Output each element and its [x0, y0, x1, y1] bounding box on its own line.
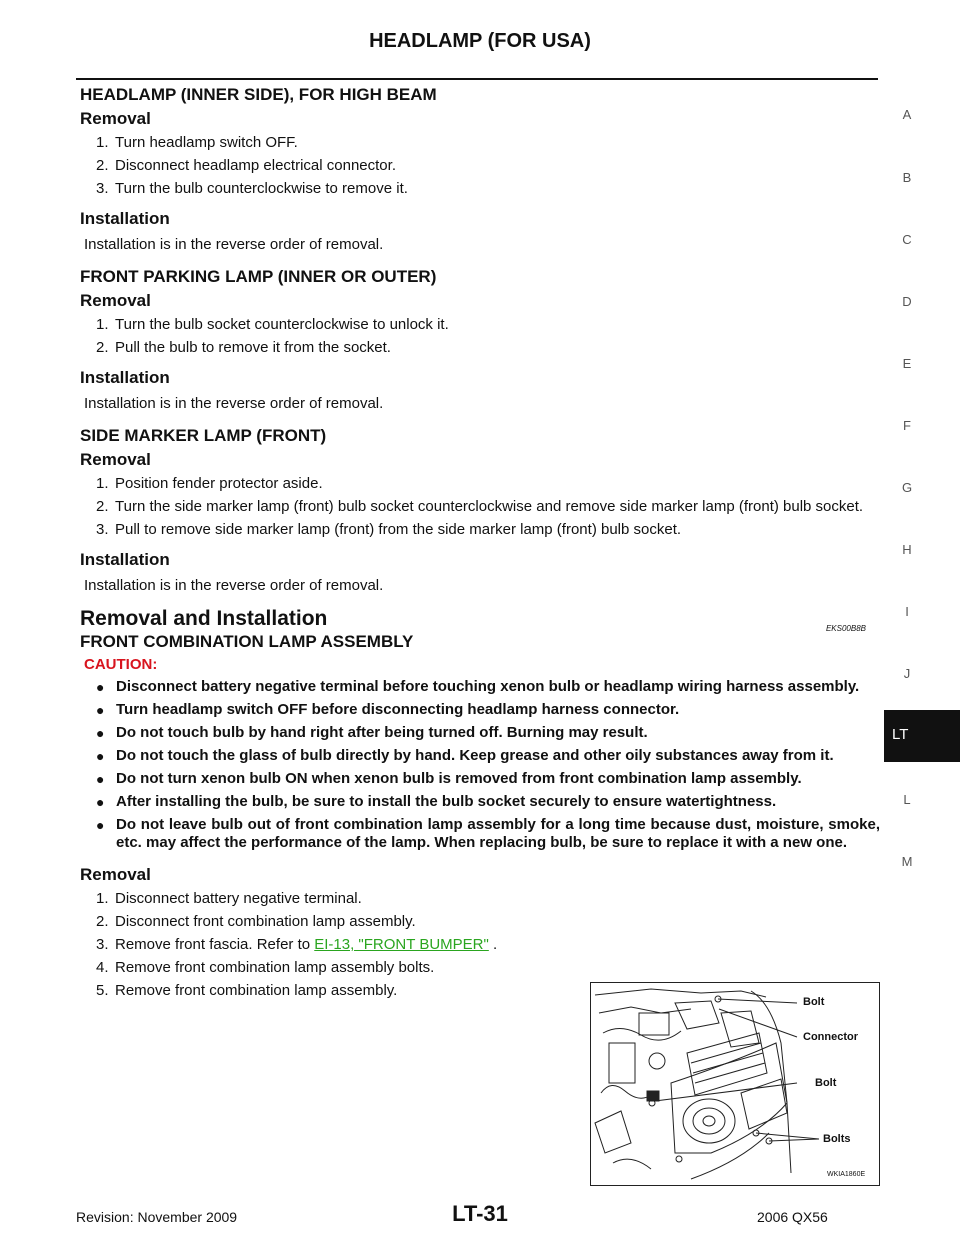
caution-item: ● After installing the bulb, be sure to install the bulb socket securely to ensure watertightness. — [96, 793, 777, 810]
index-letter-j[interactable]: J — [903, 666, 911, 681]
header-rule — [76, 78, 878, 80]
removal-heading: Removal — [80, 450, 151, 469]
caution-label: CAUTION: — [84, 656, 158, 673]
installation-heading: Installation — [80, 209, 170, 228]
step-item: 1. Turn the bulb socket counterclockwise to unlock it. — [96, 316, 449, 333]
removal-steps — [80, 475, 880, 539]
bullet-icon: ● — [96, 771, 105, 787]
step-item: 1. Disconnect battery negative terminal. — [96, 890, 362, 907]
installation-heading: Installation — [80, 368, 170, 387]
lamp-assembly-figure — [590, 982, 880, 1186]
bullet-icon: ● — [96, 817, 105, 833]
label-bolts: Bolts — [823, 1133, 851, 1145]
figure-code: WKIA1860E — [827, 1171, 866, 1178]
step-item: 1. Position fender protector aside. — [96, 475, 323, 492]
step-item: 2. Disconnect front combination lamp assembly. — [96, 913, 416, 930]
section-code: EKS00B8B — [825, 624, 866, 633]
index-letter-f[interactable]: F — [903, 418, 911, 433]
installation-heading: Installation — [80, 550, 170, 569]
page-number: LT-31 — [452, 1201, 508, 1226]
caution-item: ● Do not touch bulb by hand right after being turned off. Burning may result. — [96, 724, 648, 741]
index-tab-label: LT — [892, 726, 909, 743]
section-title-removal-installation: Removal and Installation EKS00B8B — [80, 607, 880, 631]
bullet-icon: ● — [96, 725, 105, 741]
index-letter-g[interactable]: G — [901, 480, 913, 495]
bullet-icon: ● — [96, 748, 105, 764]
step-item: 4. Remove front combination lamp assembly bolts. — [96, 959, 435, 976]
index-letter-h[interactable]: H — [902, 542, 912, 557]
caution-item: ● Disconnect battery negative terminal before touching xenon bulb or headlamp wiring harness assembly. — [96, 678, 860, 695]
removal-heading: Removal — [80, 109, 151, 128]
index-letter-m[interactable]: M — [901, 854, 913, 869]
section-title-inner-high: HEADLAMP (INNER SIDE), FOR HIGH BEAM — [80, 85, 437, 104]
index-letter-c[interactable]: C — [902, 232, 912, 247]
index-tab-active[interactable] — [884, 710, 960, 762]
removal-steps — [80, 316, 880, 357]
step-item: 3. Turn the bulb counterclockwise to remove it. — [96, 180, 408, 197]
index-letter-l[interactable]: L — [903, 792, 911, 807]
footer-revision: Revision: November 2009 — [76, 1209, 238, 1225]
label-connector: Connector — [803, 1031, 858, 1043]
removal-steps — [80, 134, 880, 198]
caution-item: ● Do not leave bulb out of front combination lamp assembly for a long time because dust, moisture, smoke, etc. may affect the performance of the lamp. When replacing bulb, be sure to replace it with a new one. — [96, 816, 880, 851]
index-letter-e[interactable]: E — [902, 356, 912, 371]
bullet-icon: ● — [96, 794, 105, 810]
index-letter-d[interactable]: D — [902, 294, 912, 309]
step-item: 3. Pull to remove side marker lamp (front) from the side marker lamp (front) bulb socket. — [96, 521, 682, 538]
step-item: 2. Disconnect headlamp electrical connector. — [96, 157, 396, 174]
step-item: 3. Remove front fascia. Refer to EI-13, "FRONT BUMPER" . — [96, 936, 498, 953]
index-letter-a[interactable]: A — [902, 107, 912, 122]
section-title-parking: FRONT PARKING LAMP (INNER OR OUTER) — [80, 267, 437, 286]
bullet-icon: ● — [96, 702, 105, 718]
step-item: 2. Pull the bulb to remove it from the socket. — [96, 339, 391, 356]
caution-list — [80, 678, 880, 852]
step-item: 2. Turn the side marker lamp (front) bulb socket counterclockwise and remove side marker lamp (front) bulb socket. — [96, 498, 864, 515]
removal-heading: Removal — [80, 865, 151, 884]
index-letter-b[interactable]: B — [902, 170, 912, 185]
section-subtitle: FRONT COMBINATION LAMP ASSEMBLY — [80, 632, 414, 651]
installation-text: Installation is in the reverse order of removal. — [84, 577, 384, 594]
label-bolt-mid: Bolt — [815, 1077, 837, 1089]
step-item: 5. Remove front combination lamp assembly. — [96, 982, 398, 999]
label-bolt-top: Bolt — [803, 996, 825, 1008]
step-item: 1. Turn headlamp switch OFF. — [96, 134, 298, 151]
caution-item: ● Turn headlamp switch OFF before disconnecting headlamp harness connector. — [96, 701, 680, 718]
footer-model: 2006 QX56 — [757, 1209, 828, 1225]
bullet-icon: ● — [96, 679, 105, 695]
main-content — [80, 84, 880, 1000]
installation-text: Installation is in the reverse order of removal. — [84, 395, 384, 412]
page-title: HEADLAMP (FOR USA) — [369, 30, 591, 52]
section-title-side-marker: SIDE MARKER LAMP (FRONT) — [80, 426, 327, 445]
front-bumper-link[interactable]: EI-13, "FRONT BUMPER" — [314, 936, 489, 953]
caution-item: ● Do not touch the glass of bulb directly by hand. Keep grease and other oily substances away from it. — [96, 747, 834, 764]
installation-text: Installation is in the reverse order of removal. — [84, 236, 384, 253]
index-letter-i[interactable]: I — [905, 604, 909, 619]
caution-item: ● Do not turn xenon bulb ON when xenon bulb is removed from front combination lamp assembly. — [96, 770, 802, 787]
removal-heading: Removal — [80, 291, 151, 310]
